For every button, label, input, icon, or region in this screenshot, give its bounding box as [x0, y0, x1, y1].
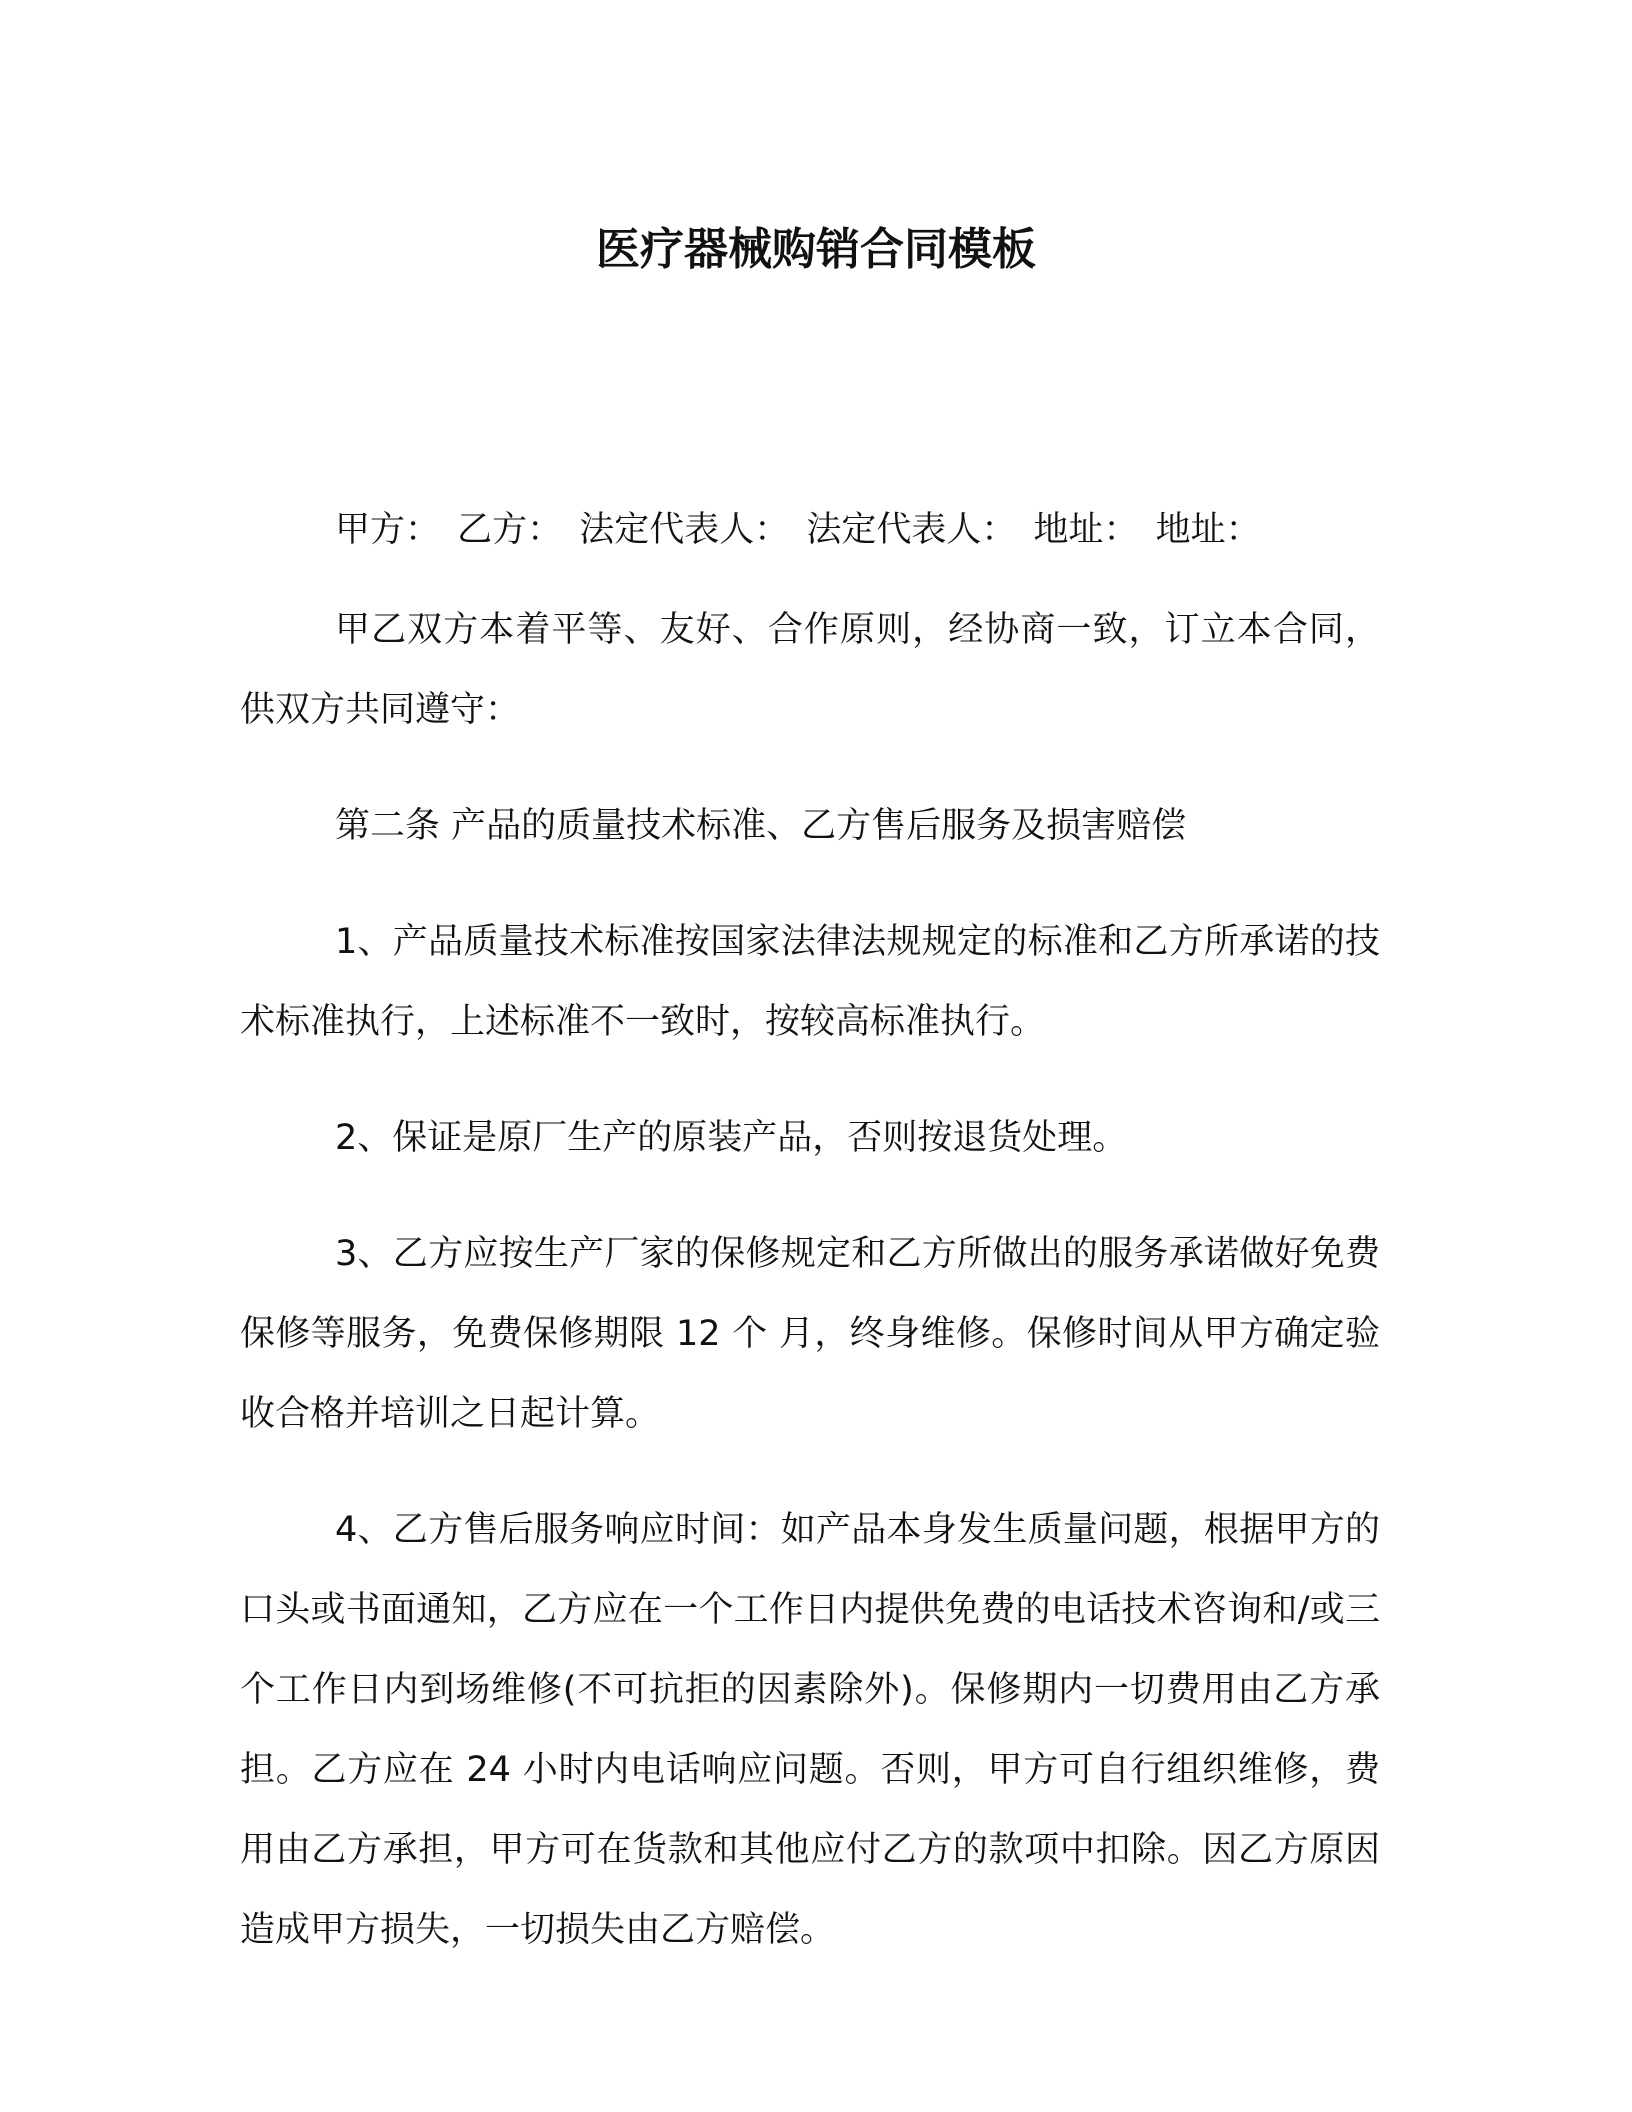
clause-4: 4、乙方售后服务响应时间：如产品本身发生质量问题，根据甲方的口头或书面通知，乙方应在一个工作日内提供免费的电话技术咨询和/或三个工作日内到场维修(不可抗拒的因素除外)。保修期内一切费用由乙方承担。乙方应在 24 小时内电话响应问题。否则，甲方可自行组织维修，费用由乙方承担，甲方可在货款和其他应付乙方的款项中扣除。因乙方原因造成甲方损失，一切损失由乙方赔偿。	[240, 1510, 1380, 1950]
clause-1: 1、产品质量技术标准按国家法律法规规定的标准和乙方所承诺的技术标准执行，上述标准不一致时，按较高标准执行。	[240, 922, 1380, 1042]
preamble-paragraph: 甲乙双方本着平等、友好、合作原则，经协商一致，订立本合同，供双方共同遵守：	[240, 610, 1380, 730]
parties-line: 甲方： 乙方： 法定代表人： 法定代表人： 地址： 地址：	[335, 510, 1261, 550]
clause-2: 2、保证是原厂生产的原装产品，否则按退货处理。	[335, 1118, 1128, 1158]
clause-3: 3、乙方应按生产厂家的保修规定和乙方所做出的服务承诺做好免费保修等服务，免费保修期限 12 个 月，终身维修。保修时间从甲方确定验收合格并培训之日起计算。	[240, 1234, 1380, 1434]
document-body	[240, 490, 1380, 2006]
article-heading: 第二条 产品的质量技术标准、乙方售后服务及损害赔偿	[335, 806, 1187, 846]
document-title: 医疗器械购销合同模板	[596, 224, 1036, 275]
